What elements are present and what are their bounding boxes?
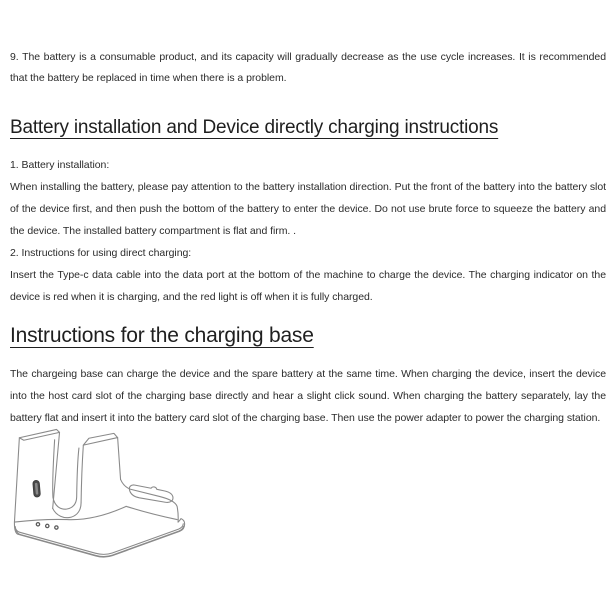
paragraph-battery-consumable: 9. The battery is a consumable product, and its capacity will gradually decrease as the use cycle increases. It is recommended that the battery be replaced in time when there is a problem. xyxy=(10,51,606,84)
side-button-detail xyxy=(33,480,41,497)
indicator-dots-detail xyxy=(36,523,58,530)
list-item-battery-installation: 1. Battery installation: xyxy=(10,159,110,171)
list-item-direct-charging: 2. Instructions for using direct charging: xyxy=(10,247,192,259)
heading-battery-installation: Battery installation and Device directly charging instructions xyxy=(10,117,499,138)
paragraph-battery-installation-detail: When installing the battery, please pay attention to the battery installation direction. Put the front of the battery into the battery slot of the device first, and then push the bottom of the battery to enter the device. Do not use brute force to squeeze the battery and the device. The installed battery compartment is flat and firm. . xyxy=(10,181,606,237)
heading-charging-base: Instructions for the charging base xyxy=(10,324,314,347)
charging-base-illustration xyxy=(11,427,207,572)
paragraph-direct-charging-detail: Insert the Type-c data cable into the data port at the bottom of the machine to charge the device. The charging indicator on the device is red when it is charging, and the red light is off when it is fully charged. xyxy=(10,269,606,303)
paragraph-charging-base-detail: The chargeing base can charge the device and the spare battery at the same time. When charging the device, insert the device into the host card slot of the charging base directly and hear a slight click sound. When charging the battery separately, lay the battery flat and insert it into the battery card slot of the charging base. Then use the power adapter to power the charging station. xyxy=(10,368,606,424)
charging-base-figure xyxy=(11,427,211,572)
